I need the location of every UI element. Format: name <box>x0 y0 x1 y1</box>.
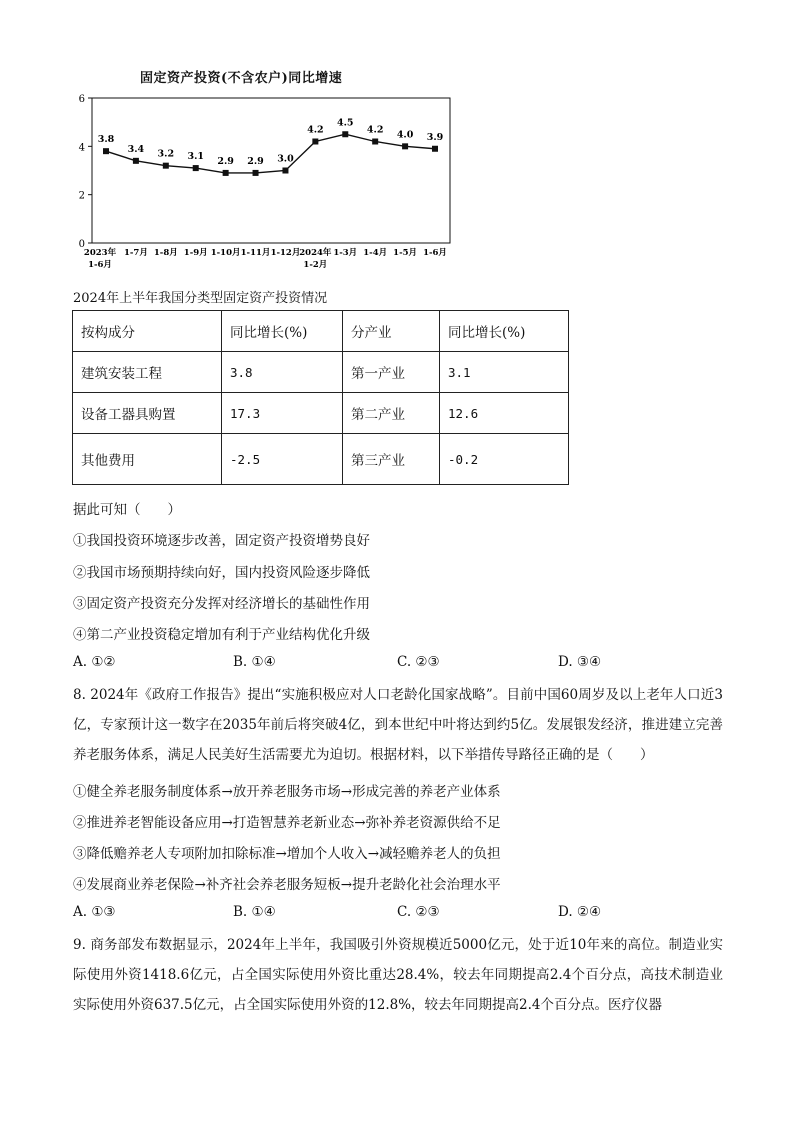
x-tick-label: 1-12月 <box>270 248 301 258</box>
q7-stem: 据此可知（ ） <box>73 502 181 518</box>
data-point <box>223 170 229 176</box>
q7-item: ①我国投资环境逐步改善，固定资产投资增势良好 <box>73 533 370 549</box>
q7-option-c[interactable]: C. ②③ <box>397 654 440 670</box>
data-point <box>163 163 169 169</box>
q8-item: ④发展商业养老保险→补齐社会养老服务短板→提升老龄化社会治理水平 <box>73 877 501 893</box>
y-tick-label: 4 <box>78 142 85 154</box>
x-tick-label: 1-3月 <box>333 248 358 258</box>
data-point <box>372 139 378 145</box>
table-caption: 2024年上半年我国分类型固定资产投资情况 <box>73 291 328 306</box>
q7-option-b[interactable]: B. ①④ <box>233 654 276 670</box>
data-label: 4.2 <box>307 124 324 136</box>
table-cell: 建筑安装工程 <box>73 352 222 393</box>
data-point <box>432 146 438 152</box>
x-tick-label-line2: 1-2月 <box>303 260 328 270</box>
data-point <box>282 168 288 174</box>
q8-item: ①健全养老服务制度体系→放开养老服务市场→形成完善的养老产业体系 <box>73 784 501 800</box>
data-label: 3.1 <box>187 151 204 163</box>
header-cell: 同比增长(%) <box>222 311 343 352</box>
data-point <box>103 148 109 154</box>
data-point <box>193 165 199 171</box>
table-cell: 其他费用 <box>73 434 222 485</box>
table-header-row <box>73 311 569 352</box>
y-tick-label: 6 <box>78 94 85 105</box>
investment-table <box>72 310 569 485</box>
q8-item: ②推进养老智能设备应用→打造智慧养老新业态→弥补养老资源供给不足 <box>73 815 501 831</box>
data-label: 3.8 <box>97 134 115 146</box>
table-cell: 第二产业 <box>343 393 440 434</box>
data-point <box>253 170 259 176</box>
data-label: 3.0 <box>277 153 294 165</box>
header-cell: 同比增长(%) <box>440 311 569 352</box>
table-cell: 12.6 <box>440 393 569 434</box>
plot-frame <box>92 98 450 243</box>
x-tick-label: 1-11月 <box>240 248 271 258</box>
q8-option-a[interactable]: A. ①③ <box>73 904 116 920</box>
table-row <box>73 352 569 393</box>
data-point <box>133 158 139 164</box>
data-point <box>342 131 348 137</box>
x-tick-label: 1-7月 <box>123 248 148 258</box>
data-label: 2.9 <box>217 155 234 167</box>
data-label: 4.0 <box>396 129 414 141</box>
data-label: 2.9 <box>247 155 264 167</box>
y-tick-label: 0 <box>78 239 85 250</box>
x-tick-label: 2023年 <box>83 248 117 258</box>
table-row <box>73 393 569 434</box>
q7-option-d[interactable]: D. ③④ <box>558 654 602 670</box>
q8-item: ③降低赡养老人专项附加扣除标准→增加个人收入→减轻赡养老人的负担 <box>73 846 501 862</box>
q7-option-a[interactable]: A. ①② <box>73 654 116 670</box>
table-cell: 设备工器具购置 <box>73 393 222 434</box>
table-cell: 第三产业 <box>343 434 440 485</box>
data-label: 4.2 <box>366 124 384 136</box>
x-tick-label: 2024年 <box>299 248 332 258</box>
q7-item: ④第二产业投资稳定增加有利于产业结构优化升级 <box>73 627 370 643</box>
x-tick-label-line2: 1-6月 <box>88 260 112 270</box>
q7-item: ③固定资产投资充分发挥对经济增长的基础性作用 <box>73 596 370 612</box>
q7-item: ②我国市场预期持续向好，国内投资风险逐步降低 <box>73 565 370 581</box>
table-cell: -2.5 <box>222 434 343 485</box>
data-label: 3.2 <box>157 148 175 160</box>
x-tick-label: 1-8月 <box>153 248 178 258</box>
x-tick-label: 1-5月 <box>393 248 418 258</box>
table-row <box>73 434 569 485</box>
line-chart <box>60 90 460 275</box>
y-tick-label: 2 <box>78 190 85 202</box>
q8-stem: 8. 2024年《政府工作报告》提出“实施积极应对人口老龄化国家战略”。目前中国60周岁及以上老年人口近3亿，专家预计这一数字在2035年前后将突破4亿，到本世纪中叶将达到约5亿。发展银发经济，推进建立完善养老服务体系，满足人民美好生活需要尤为迫切。根据材料，以下举措传导路径正确的是（ ） <box>73 687 723 763</box>
data-label: 3.4 <box>127 143 145 155</box>
table-cell: 3.1 <box>440 352 569 393</box>
header-cell: 按构成分 <box>73 311 222 352</box>
x-tick-label: 1-10月 <box>210 248 241 258</box>
series-line <box>106 134 435 173</box>
table-cell: 第一产业 <box>343 352 440 393</box>
x-tick-label: 1-6月 <box>423 248 447 258</box>
q8-option-c[interactable]: C. ②③ <box>397 904 440 920</box>
table-cell: -0.2 <box>440 434 569 485</box>
table-cell: 3.8 <box>222 352 343 393</box>
header-cell: 分产业 <box>343 311 440 352</box>
chart-title: 固定资产投资(不含农户)同比增速 <box>140 71 343 86</box>
data-point <box>402 143 408 149</box>
q8-option-d[interactable]: D. ②④ <box>558 904 602 920</box>
data-label: 3.9 <box>426 131 444 143</box>
data-label: 4.5 <box>337 117 354 129</box>
table-cell: 17.3 <box>222 393 343 434</box>
q9-stem: 9. 商务部发布数据显示，2024年上半年，我国吸引外资规模近5000亿元，处于近10年来的高位。制造业实际使用外资1418.6亿元，占全国实际使用外资比重达28.4%，较去年同期提高2.4个百分点，高技术制造业实际使用外资637.5亿元，占全国实际使用外资的12.8%，较去年同期提高2.4个百分点。医疗仪器 <box>73 937 723 1013</box>
x-tick-label: 1-9月 <box>183 248 208 258</box>
x-tick-label: 1-4月 <box>363 248 388 258</box>
data-point <box>312 139 318 145</box>
q8-option-b[interactable]: B. ①④ <box>233 904 276 920</box>
